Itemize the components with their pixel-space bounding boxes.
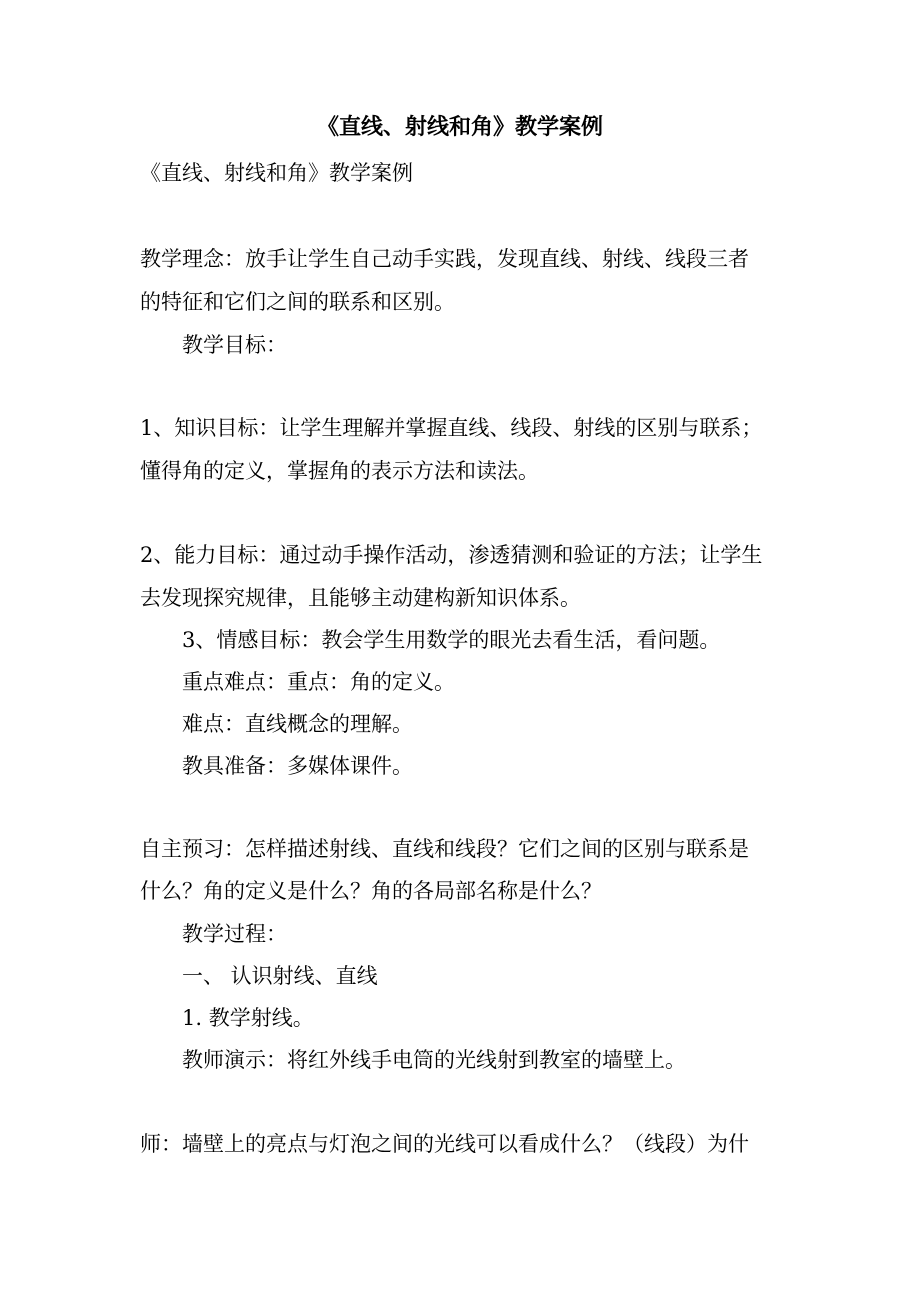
emotion-goal-line: 3、情感目标：教会学生用数学的眼光去看生活，看问题。 bbox=[182, 628, 721, 652]
document-title: 《直线、射线和角》教学案例 bbox=[316, 115, 603, 140]
teaching-aids-line: 教具准备：多媒体课件。 bbox=[182, 754, 413, 778]
knowledge-goal-line-2: 懂得角的定义，掌握角的表示方法和读法。 bbox=[140, 459, 539, 483]
item-one-heading: 1. 教学射线。 bbox=[182, 1006, 314, 1030]
subtitle-line: 《直线、射线和角》教学案例 bbox=[140, 161, 413, 185]
ability-goal-line-1: 2、能力目标：通过动手操作活动，渗透猜测和验证的方法；让学生 bbox=[140, 543, 763, 567]
teaching-process-heading: 教学过程： bbox=[182, 922, 287, 946]
section-one-heading: 一、 认识射线、直线 bbox=[182, 964, 378, 988]
difficult-points-line: 难点：直线概念的理解。 bbox=[182, 712, 413, 736]
self-study-line-2: 什么？角的定义是什么？角的各局部名称是什么？ bbox=[140, 879, 602, 903]
key-points-line: 重点难点：重点：角的定义。 bbox=[182, 670, 455, 694]
teaching-philosophy-line-2: 的特征和它们之间的联系和区别。 bbox=[140, 290, 455, 314]
self-study-line-1: 自主预习：怎样描述射线、直线和线段？它们之间的区别与联系是 bbox=[140, 837, 749, 861]
teacher-demo-line: 教师演示：将红外线手电筒的光线射到教室的墙壁上。 bbox=[182, 1048, 686, 1072]
teaching-goals-heading: 教学目标： bbox=[182, 333, 287, 357]
knowledge-goal-line-1: 1、知识目标：让学生理解并掌握直线、线段、射线的区别与联系； bbox=[140, 416, 763, 440]
teacher-question-line: 师：墙壁上的亮点与灯泡之间的光线可以看成什么？（线段）为什 bbox=[140, 1132, 749, 1156]
ability-goal-line-2: 去发现探究规律，且能够主动建构新知识体系。 bbox=[140, 586, 581, 610]
teaching-philosophy-line-1: 教学理念：放手让学生自己动手实践，发现直线、射线、线段三者 bbox=[140, 247, 749, 271]
